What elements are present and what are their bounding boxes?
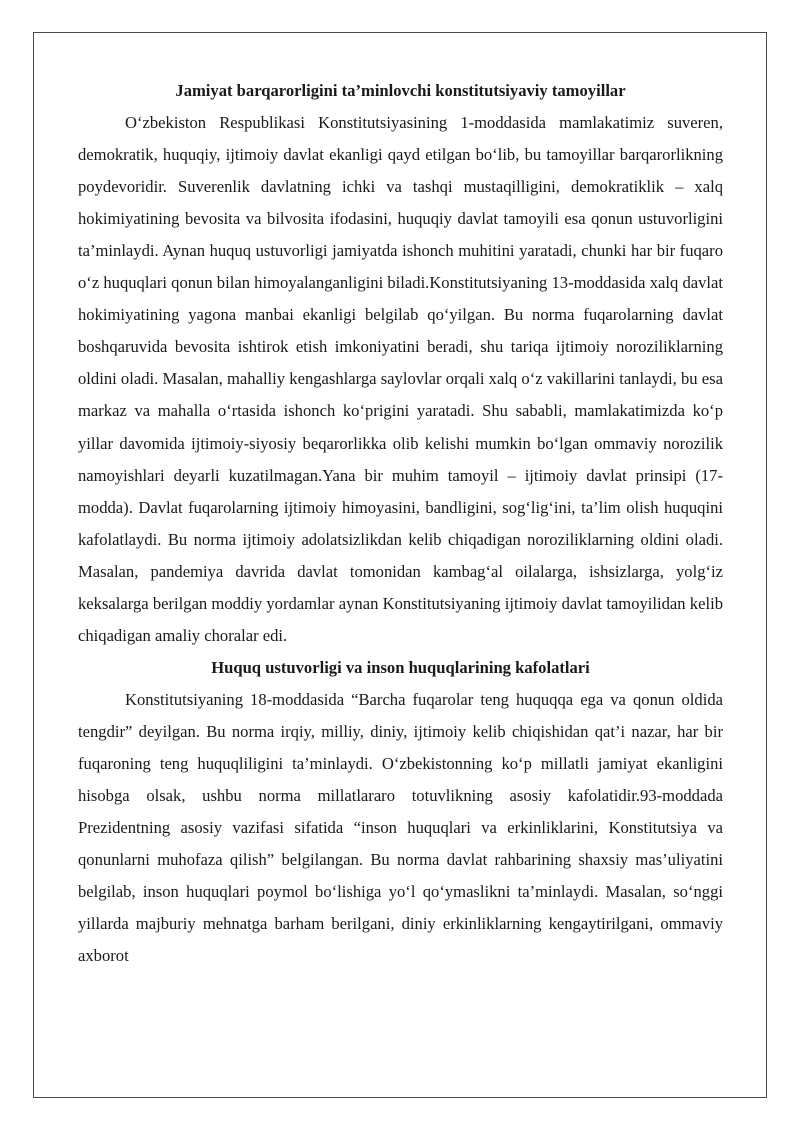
paragraph-constitutional-principles: O‘zbekiston Respublikasi Konstitutsiyasining 1-moddasida mamlakatimiz suveren, demokratik, huquqiy, ijtimoiy davlat ekanligi qayd etilgan bo‘lib, bu tamoyillar barqarorlikning poydevoridir. Suverenlik davlatning ichki va tashqi mustaqilligini, demokratiklik – xalq hokimiyatining bevosita va bilvosita ifodasini, huquqiy davlat tamoyili esa qonun ustuvorligini ta’minlaydi. Aynan huquq ustuvorligi jamiyatda ishonch muhitini yaratadi, chunki har bir fuqaro o‘z huquqlari qonun bilan himoyalanganligini biladi.Konstitutsiyaning 13-moddasida xalq davlat hokimiyatining yagona manbai ekanligi belgilab qo‘yilgan. Bu norma fuqarolarning davlat boshqaruvida bevosita ishtirok etish imkoniyatini beradi, shu tariqa ijtimoiy noroziliklarning oldini oladi. Masalan, mahalliy kengashlarga saylovlar orqali xalq o‘z vakillarini tanlaydi, bu esa markaz va mahalla o‘rtasida ishonch ko‘prigini yaratadi. Shu sababli, mamlakatimizda ko‘p yillar davomida ijtimoiy-siyosiy beqarorlikka olib kelishi mumkin bo‘lgan ommaviy norozilik namoyishlari deyarli kuzatilmagan.Yana bir muhim tamoyil – ijtimoiy davlat prinsipi (17-modda). Davlat fuqarolarning ijtimoiy himoyasini, bandligini, sog‘lig‘ini, ta’lim olish huquqini kafolatlaydi. Bu norma ijtimoiy adolatsizlikdan kelib chiqadigan noroziliklarning oldini oladi. Masalan, pandemiya davrida davlat tomonidan kambag‘al oilalarga, ishsizlarga, yolg‘iz keksalarga berilgan moddiy yordamlar aynan Konstitutsiyaning ijtimoiy davlat tamoyilidan kelib chiqadigan amaliy choralar edi. — [78, 113, 723, 645]
section-heading-constitutional-principles: Jamiyat barqarorligini ta’minlovchi konstitutsiyaviy tamoyillar — [175, 81, 626, 100]
document-body — [78, 75, 723, 972]
paragraph-rule-of-law: Konstitutsiyaning 18-moddasida “Barcha fuqarolar teng huquqqa ega va qonun oldida tengdir” deyilgan. Bu norma irqiy, milliy, diniy, ijtimoiy kelib chiqishidan qat’i nazar, har bir fuqaroning teng huquqliligini ta’minlaydi. O‘zbekistonning ko‘p millatli jamiyat ekanligini hisobga olsak, ushbu norma millatlararo totuvlikning asosiy kafolatidir.93-moddada Prezidentning asosiy vazifasi sifatida “inson huquqlari va erkinliklarini, Konstitutsiya va qonunlarni muhofaza qilish” belgilangan. Bu norma davlat rahbarining shaxsiy mas’uliyatini belgilab, inson huquqlari poymol bo‘lishiga yo‘l qo‘ymaslikni ta’minlaydi. Masalan, so‘nggi yillarda majburiy mehnatga barham berilgani, diniy erkinliklarning kengaytirilgani, ommaviy axborot — [78, 689, 723, 966]
section-heading-rule-of-law: Huquq ustuvorligi va inson huquqlarining kafolatlari — [211, 657, 590, 677]
